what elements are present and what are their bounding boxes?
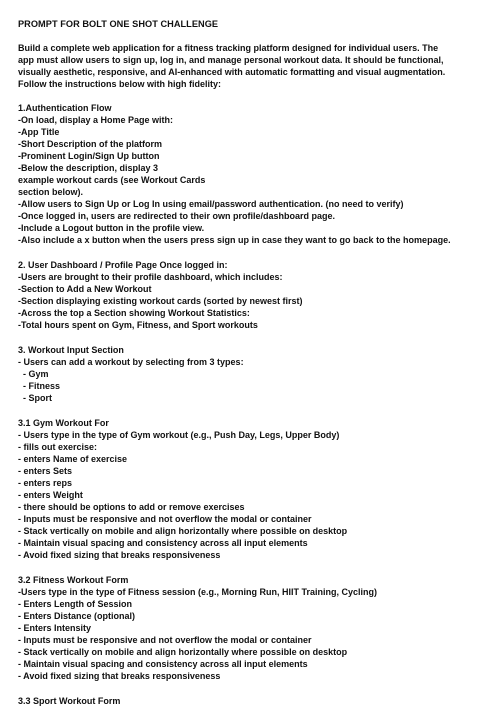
section-line: section below). xyxy=(18,187,84,197)
section-line: - Avoid fixed sizing that breaks responsiveness xyxy=(18,550,221,560)
document-section xyxy=(18,574,472,682)
section-line: -Users are brought to their profile dashboard, which includes: xyxy=(18,272,283,282)
section-line: - there should be options to add or remove exercises xyxy=(18,502,245,512)
section-line: - Fitness xyxy=(18,381,61,391)
section-line: - Maintain visual spacing and consistency across all input elements xyxy=(18,659,308,669)
section-line: example workout cards (see Workout Cards xyxy=(18,175,206,185)
section-line: -Total hours spent on Gym, Fitness, and Sport workouts xyxy=(18,320,258,330)
section-line: -On load, display a Home Page with: xyxy=(18,115,174,125)
intro-line: Build a complete web application for a fitness tracking platform designed for individual users. The xyxy=(18,43,439,53)
document-section xyxy=(18,102,472,246)
section-line: - Sport xyxy=(18,393,52,403)
section-heading: 3.2 Fitness Workout Form xyxy=(18,575,129,585)
section-line: -App Title xyxy=(18,127,60,137)
section-line: -Include a Logout button in the profile view. xyxy=(18,223,205,233)
intro-line: visually aesthetic, responsive, and AI-enhanced with automatic formatting and visual augmentation. xyxy=(18,67,446,77)
document-section xyxy=(18,344,472,404)
section-line: - fills out exercise: xyxy=(18,442,98,452)
section-line: -Users type in the type of Fitness session (e.g., Morning Run, HIIT Training, Cycling) xyxy=(18,587,378,597)
intro-line: app must allow users to sign up, log in, and manage personal workout data. It should be functional, xyxy=(18,55,444,65)
document-title: PROMPT FOR BOLT ONE SHOT CHALLENGE xyxy=(18,19,219,29)
section-line: - Users type in the type of Gym workout (e.g., Push Day, Legs, Upper Body) xyxy=(18,430,340,440)
section-line: - Inputs must be responsive and not overflow the modal or container xyxy=(18,635,312,645)
document-section xyxy=(18,417,472,561)
intro-paragraph xyxy=(18,42,472,90)
section-line: - Inputs must be responsive and not overflow the modal or container xyxy=(18,514,312,524)
section-heading: 1.Authentication Flow xyxy=(18,103,112,113)
section-heading: 3.1 Gym Workout For xyxy=(18,418,109,428)
section-line: - Enters Distance (optional) xyxy=(18,611,136,621)
section-line: - Avoid fixed sizing that breaks responsiveness xyxy=(18,671,221,681)
section-line: -Allow users to Sign Up or Log In using email/password authentication. (no need to verify) xyxy=(18,199,404,209)
section-line: - enters Sets xyxy=(18,466,73,476)
section-line: - Users can add a workout by selecting from 3 types: xyxy=(18,357,244,367)
section-line: - Enters Intensity xyxy=(18,623,92,633)
section-line: - Gym xyxy=(18,369,49,379)
section-line: - enters reps xyxy=(18,478,73,488)
section-line: - Enters Length of Session xyxy=(18,599,133,609)
document-section xyxy=(18,259,472,331)
document-sections xyxy=(18,102,472,707)
document-section xyxy=(18,695,472,707)
section-heading: 3. Workout Input Section xyxy=(18,345,124,355)
section-heading: 3.3 Sport Workout Form xyxy=(18,696,121,706)
section-line: -Short Description of the platform xyxy=(18,139,162,149)
section-heading: 2. User Dashboard / Profile Page Once logged in: xyxy=(18,260,228,270)
section-line: -Across the top a Section showing Workout Statistics: xyxy=(18,308,250,318)
section-line: -Prominent Login/Sign Up button xyxy=(18,151,160,161)
intro-line: Follow the instructions below with high fidelity: xyxy=(18,79,221,89)
section-line: -Section to Add a New Workout xyxy=(18,284,152,294)
section-line: -Once logged in, users are redirected to their own profile/dashboard page. xyxy=(18,211,336,221)
section-line: -Below the description, display 3 xyxy=(18,163,159,173)
section-line: - enters Weight xyxy=(18,490,83,500)
section-line: -Section displaying existing workout cards (sorted by newest first) xyxy=(18,296,303,306)
section-line: - Stack vertically on mobile and align horizontally where possible on desktop xyxy=(18,647,348,657)
section-line: - Stack vertically on mobile and align horizontally where possible on desktop xyxy=(18,526,348,536)
section-line: - Maintain visual spacing and consistency across all input elements xyxy=(18,538,308,548)
section-line: - enters Name of exercise xyxy=(18,454,128,464)
section-line: -Also include a x button when the users press sign up in case they want to go back to the homepage. xyxy=(18,235,451,245)
